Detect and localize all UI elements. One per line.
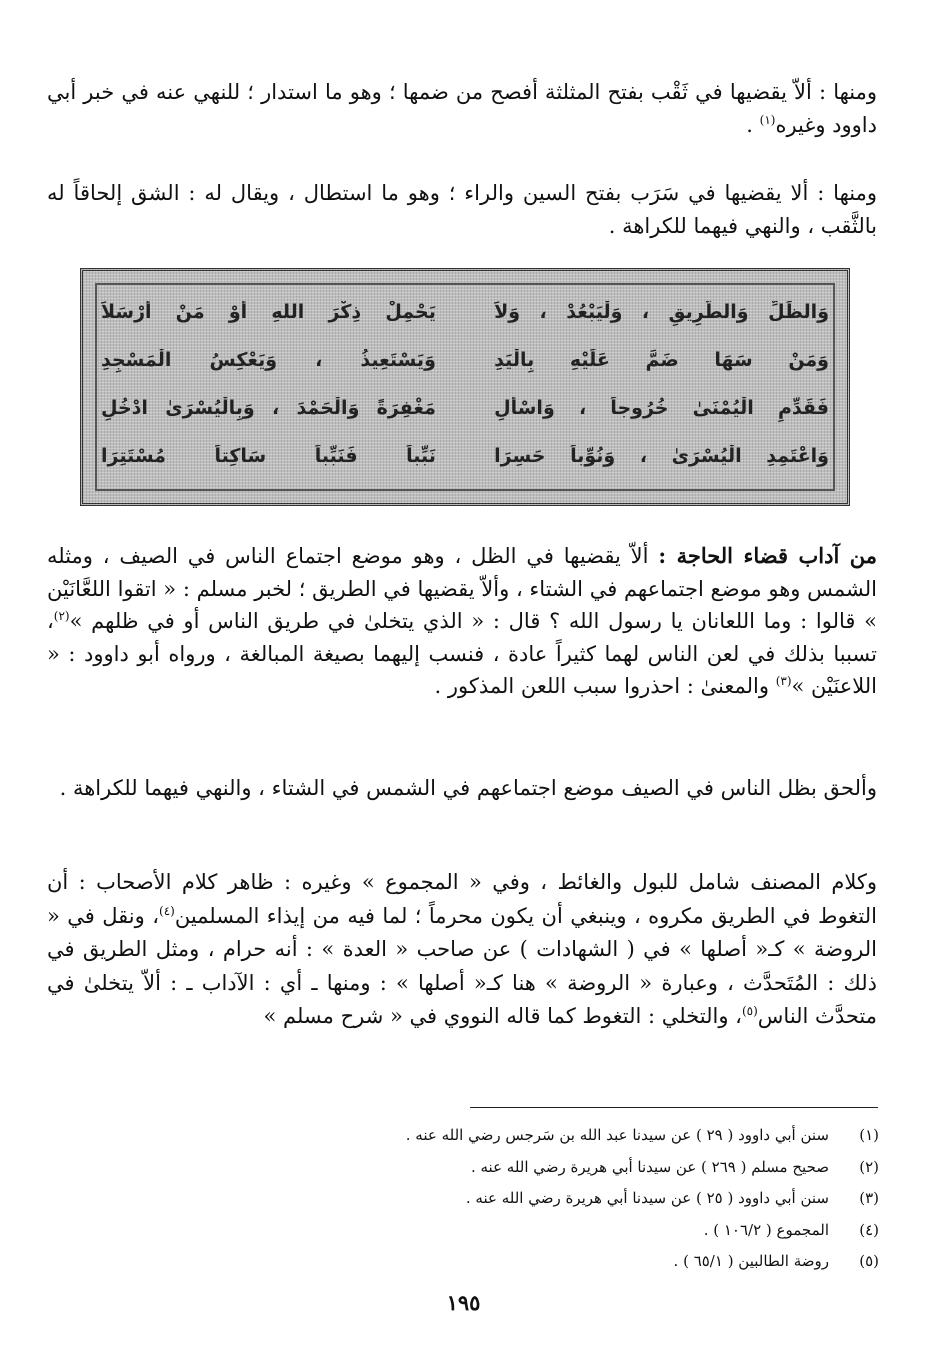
paragraph-text: ومنها : ألاّ يقضيها في ثَقْب بفتح المثلثة أفصح من ضمها ؛ وهو ما استدار ؛ للنهي عنه في خبر أبي داوود وغيره xyxy=(47,80,877,137)
paragraph-musannif xyxy=(47,866,877,1034)
footnote-ref-2: (٢) xyxy=(53,609,70,624)
footnote-number: (١) xyxy=(859,1126,879,1144)
footnote-text: المجموع ( ١٠٦/٢ ) . xyxy=(703,1220,829,1239)
footnote-number: (٣) xyxy=(859,1189,879,1207)
section-lead: من آداب قضاء الحاجة : xyxy=(658,543,877,568)
paragraph-thaqb xyxy=(47,76,877,141)
verse-first-hemistich: وَاعْتَمِدِ الْيُسْرَىٰ ، وَنُوِّباً حَسِرَا xyxy=(494,445,829,467)
footnote-ref-1: (١) xyxy=(759,112,776,127)
footnote-number: (٤) xyxy=(859,1220,879,1239)
paragraph-text: وكلام المصنف شامل للبول والغائط ، وفي « المجموع » وغيره : ظاهر كلام الأصحاب : أن التغوط في الطريق مكروه ، وينبغي أن يكون محرماً ؛ لما فيه من إيذاء المسلمين xyxy=(47,870,877,928)
verse-second-hemistich: يَحْمِلْ ذِكْرَ اللهِ أَوْ مَنْ أَرْسَلاَ xyxy=(101,301,436,323)
footnotes-list xyxy=(319,1120,879,1278)
poem-verse xyxy=(101,349,829,389)
verse-second-hemistich: وَيَسْتَعِيذُ ، وَيَعْكِسُ الْمَسْجِدِ xyxy=(101,349,436,371)
footnote-number: (٥) xyxy=(859,1252,879,1270)
footnote-number: (٢) xyxy=(859,1157,879,1176)
verse-second-hemistich: نَبِّباً فَنَبِّباً سَاكِتاً مُسْتَتِرَا xyxy=(101,445,436,467)
paragraph-sarab: ومنها : ألا يقضيها في سَرَب بفتح السين والراء ؛ وهو ما استطال ، ويقال له : الشق إلحاقاً له بالثَّقب ، والنهي فيهما للكراهة . xyxy=(47,181,877,238)
footnote-text: سنن أبي داوود ( ٢٩ ) عن سيدنا عبد الله بن سَرجس رضي الله عنه . xyxy=(405,1126,829,1144)
paragraph-text: ، تسببا بذلك في لعن الناس لهما كثيراً عادة ، فنسب إليهما بصيغة المبالغة ، ورواه أبو داوود : « اللاعنَيْن » xyxy=(47,609,877,699)
footnote-text: روضة الطالبين ( ٦٥/١ ) . xyxy=(673,1252,829,1270)
footnote-item xyxy=(319,1215,879,1247)
paragraph-text: ، ونقل في « الروضة » كـ« أصلها » في ( الشهادات ) عن صاحب « العدة » : أنه حرام ، ومثل الطريق في ذلك : المُتَحدَّث ، وعبارة « الروضة » هنا كـ« أصلها » : ومنها ـ أي : الآداب ـ : ألاّ يتخلىٰ في متحدَّث الناس xyxy=(47,903,877,1029)
poem-verse xyxy=(101,397,829,437)
poem-box xyxy=(80,268,850,506)
footnote-divider xyxy=(470,1107,878,1108)
verse-first-hemistich: فَقَدِّمِ الْيُمْنَىٰ خُرُوجاً ، وَاسْأَلِ xyxy=(494,397,829,419)
paragraph-text: ألاّ يقضيها في الظل ، وهو موضع اجتماع الناس في الصيف ، ومثله الشمس وهو موضع اجتماعهم في الشتاء ، وألاّ يقضيها في الطريق ؛ لخبر مسلم : « اتقوا اللعَّانَيْن » قالوا : وما اللعانان يا رسول الله ؟ قال : « الذي يتخلىٰ في طريق الناس أو في ظلهم » xyxy=(47,544,877,634)
verse-first-hemistich: وَمَنْ سَهَا ضَمَّ عَلَيْهِ بِالْيَدِ xyxy=(494,349,829,371)
footnote-item xyxy=(319,1120,879,1152)
footnote-text: سنن أبي داوود ( ٢٥ ) عن سيدنا أبي هريرة رضي الله عنه . xyxy=(465,1189,829,1207)
footnote-text: صحيح مسلم ( ٢٦٩ ) عن سيدنا أبي هريرة رضي الله عنه . xyxy=(470,1157,829,1176)
verse-second-hemistich: مَغْفِرَةً وَالْحَمْدَ ، وَبِالْيُسْرَىٰ ادْخُلِ xyxy=(101,397,436,419)
poem-verse xyxy=(101,445,829,485)
paragraph-adab xyxy=(47,540,877,703)
footnote-item xyxy=(319,1246,879,1278)
page-number: ١٩٥ xyxy=(446,1290,481,1315)
paragraph-text: . xyxy=(746,112,760,137)
footnote-ref-5: (٥) xyxy=(741,1004,758,1019)
paragraph-sun: وألحق بظل الناس في الصيف موضع اجتماعهم في الشمس في الشتاء ، والنهي فيهما للكراهة . xyxy=(59,776,877,800)
poem-verse xyxy=(101,301,829,341)
verse-first-hemistich: وَالظِّلِّ وَالطَّرِيقِ ، وَلْيَبْعُدْ ، وَلاَ xyxy=(494,301,829,323)
paragraph-text: ، والتخلي : التغوط كما قاله النووي في « شرح مسلم » xyxy=(263,1004,742,1029)
footnote-item xyxy=(319,1183,879,1215)
footnote-item xyxy=(319,1152,879,1184)
footnote-ref-3: (٣) xyxy=(775,674,792,689)
paragraph-text: والمعنىٰ : احذروا سبب اللعن المذكور . xyxy=(434,674,776,699)
footnote-ref-4: (٤) xyxy=(159,903,175,918)
